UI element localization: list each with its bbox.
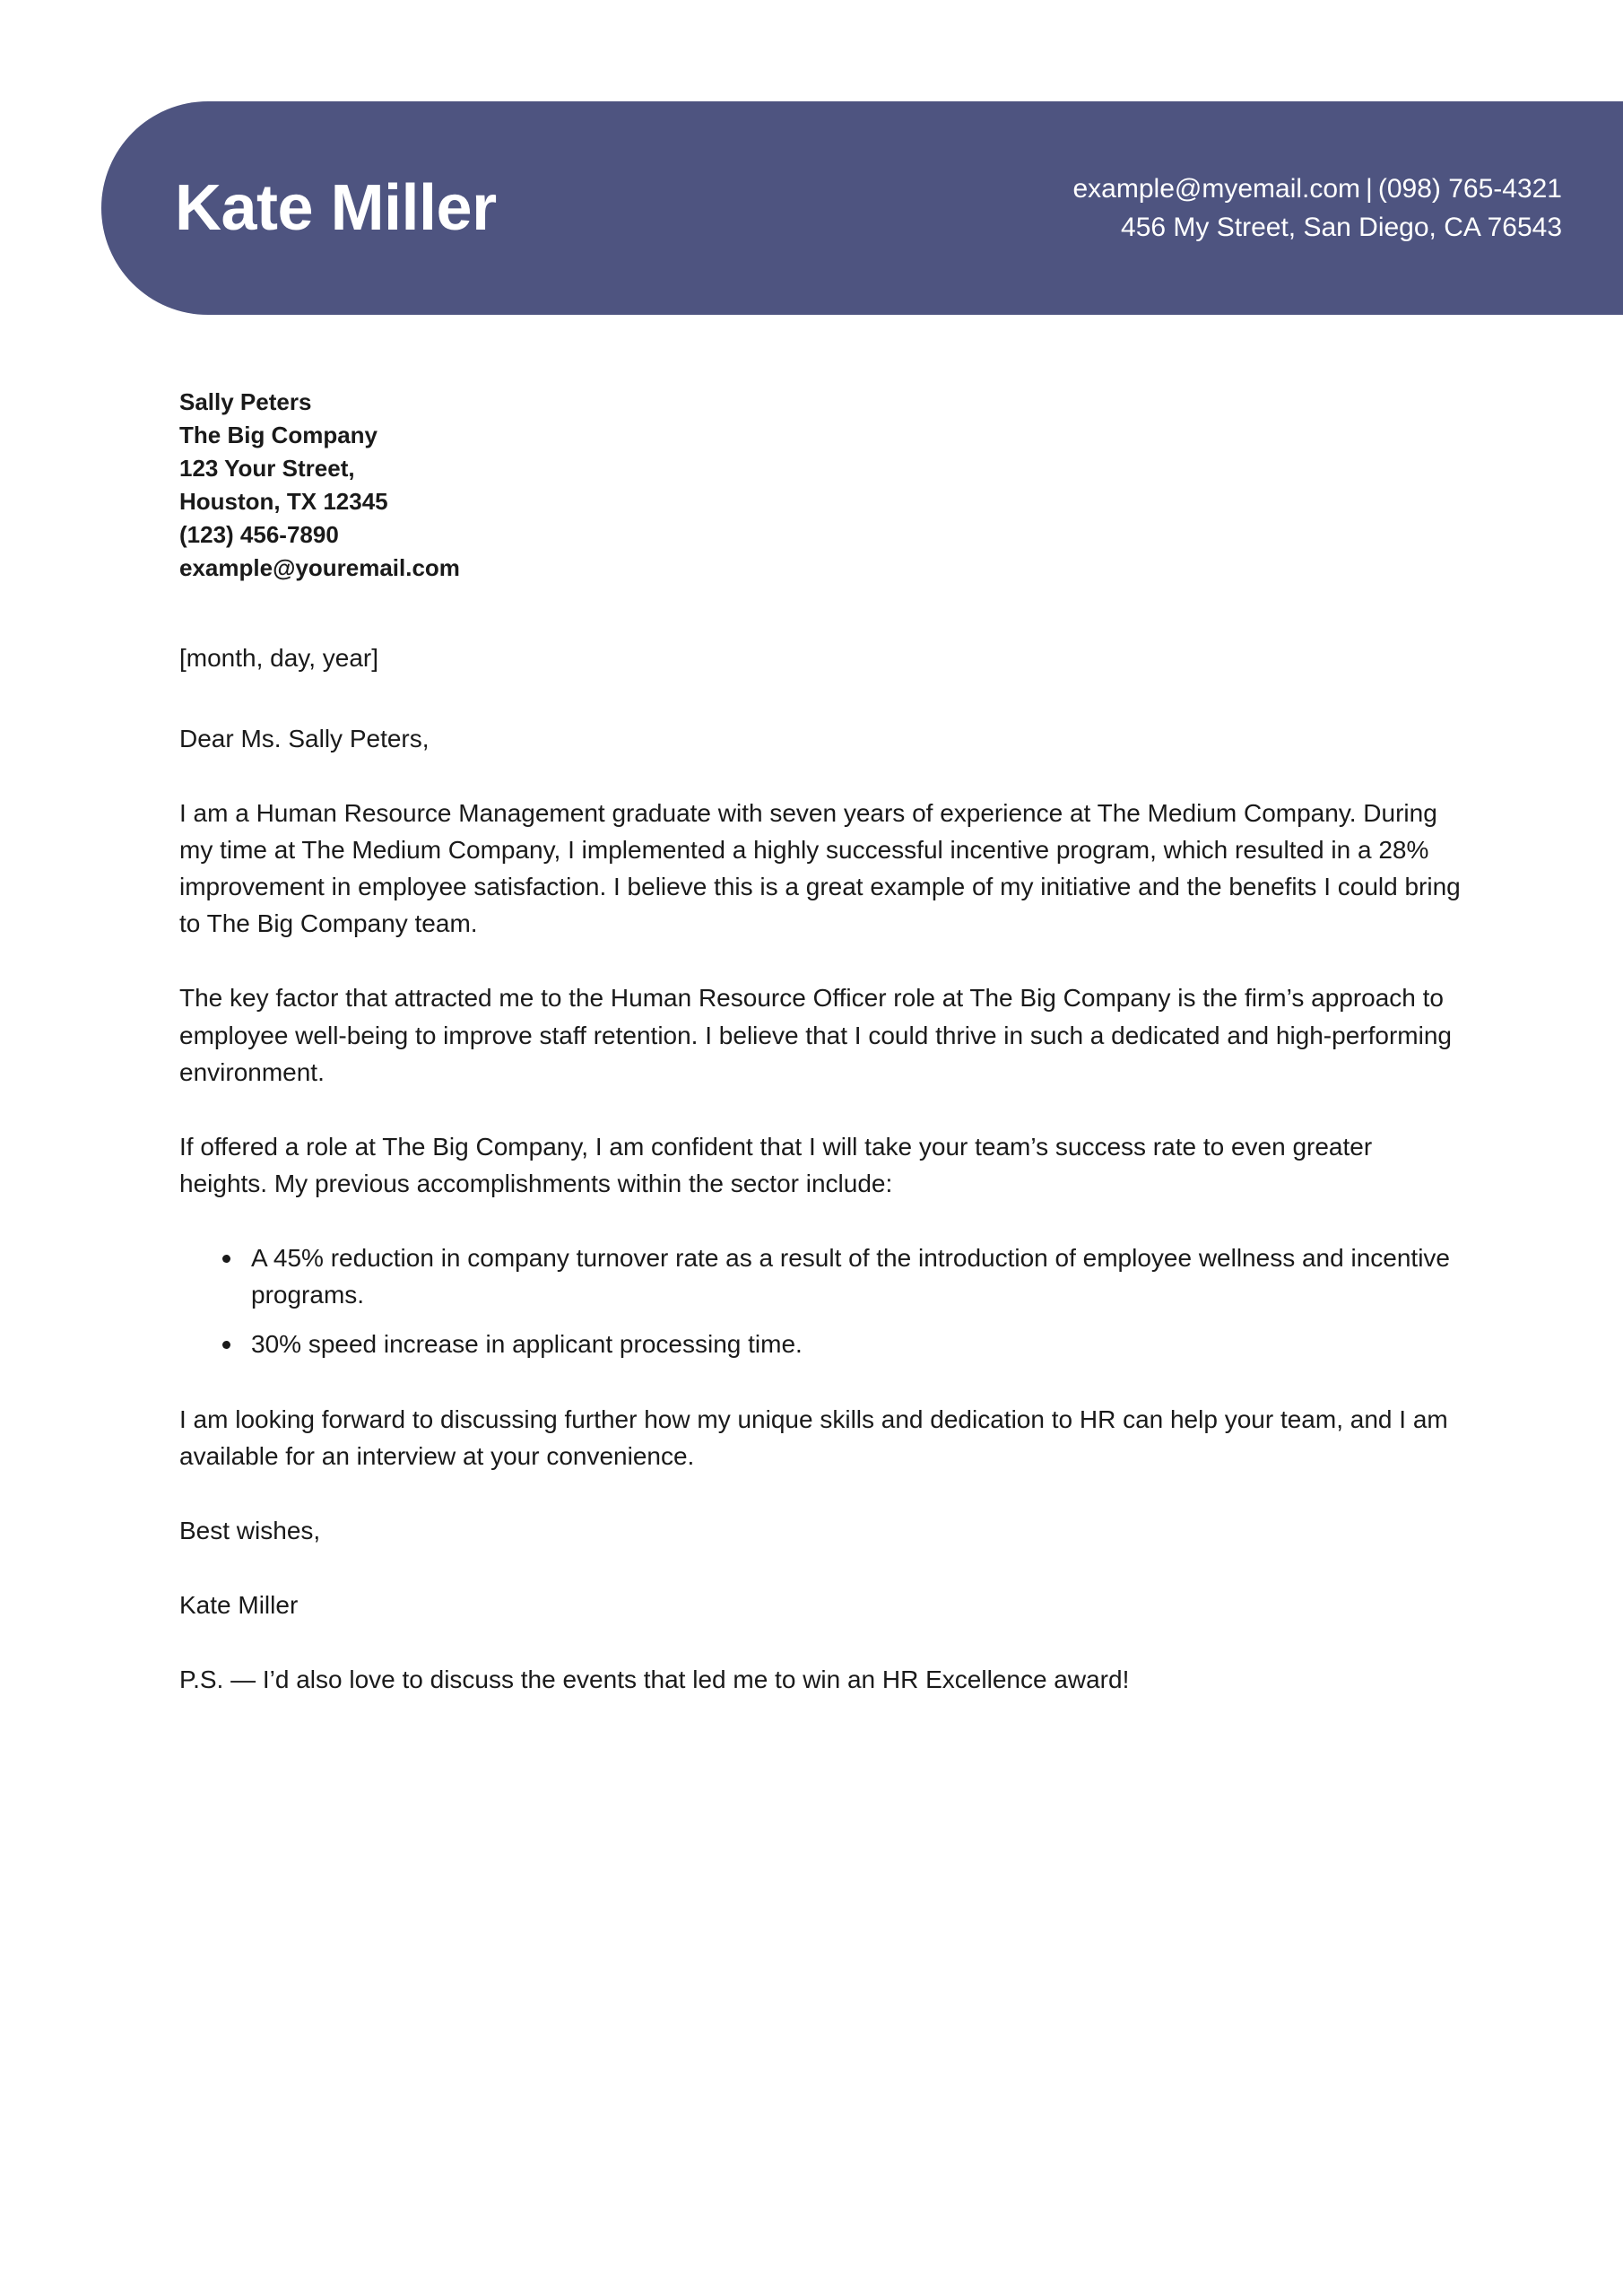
- letter-closing: Best wishes,: [179, 1516, 321, 1544]
- recipient-address-block: [179, 386, 1462, 584]
- letter-paragraph-2: The key factor that attracted me to the Human Resource Officer role at The Big Company is the firm’s approach to employee well-being to improve staff retention. I believe that I could thrive in such a dedicated and high-performing environment.: [179, 984, 1452, 1086]
- recipient-phone: (123) 456-7890: [179, 520, 339, 548]
- letter-postscript: P.S. — I’d also love to discuss the events that led me to win an HR Excellence award!: [179, 1665, 1130, 1694]
- contact-line-email-phone: [1073, 170, 1563, 209]
- letter-paragraph-4: I am looking forward to discussing further how my unique skills and dedication to HR can help your team, and I am available for an interview at your convenience.: [179, 1405, 1448, 1470]
- letter-paragraph-1: I am a Human Resource Management graduate with seven years of experience at The Medium Company. During my time at The Medium Company, I implemented a highly successful incentive program, which resulted in a 28% improvement in employee satisfaction. I believe this is a great example of my initiative and the benefits I could bring to The Big Company team.: [179, 798, 1461, 938]
- applicant-name: Kate Miller: [175, 172, 497, 244]
- recipient-company: The Big Company: [179, 421, 378, 448]
- letter-paragraph-3: If offered a role at The Big Company, I am confident that I will take your team’s success rate to even greater heights. My previous accomplishments within the sector include:: [179, 1132, 1373, 1197]
- letter-date: [month, day, year]: [179, 644, 379, 673]
- applicant-email: example@myemail.com: [1072, 173, 1361, 204]
- letter-header: [101, 101, 1623, 315]
- recipient-city-state-zip: Houston, TX 12345: [179, 487, 388, 515]
- applicant-contact-block: [1073, 170, 1588, 248]
- recipient-email: example@youremail.com: [179, 553, 460, 581]
- list-item: 30% speed increase in applicant processing time.: [222, 1326, 1462, 1362]
- applicant-phone: (098) 765-4321: [1377, 173, 1562, 204]
- contact-separator: |: [1366, 173, 1373, 204]
- recipient-street: 123 Your Street,: [179, 454, 355, 482]
- letter-body: [179, 386, 1462, 1735]
- letter-salutation: Dear Ms. Sally Peters,: [179, 724, 430, 752]
- letter-signature: Kate Miller: [179, 1591, 299, 1620]
- accomplishments-list: [179, 1239, 1462, 1362]
- list-item: A 45% reduction in company turnover rate as a result of the introduction of employee wellness and incentive programs.: [222, 1239, 1462, 1313]
- applicant-address: 456 My Street, San Diego, CA 76543: [1121, 213, 1562, 242]
- recipient-name: Sally Peters: [179, 388, 312, 415]
